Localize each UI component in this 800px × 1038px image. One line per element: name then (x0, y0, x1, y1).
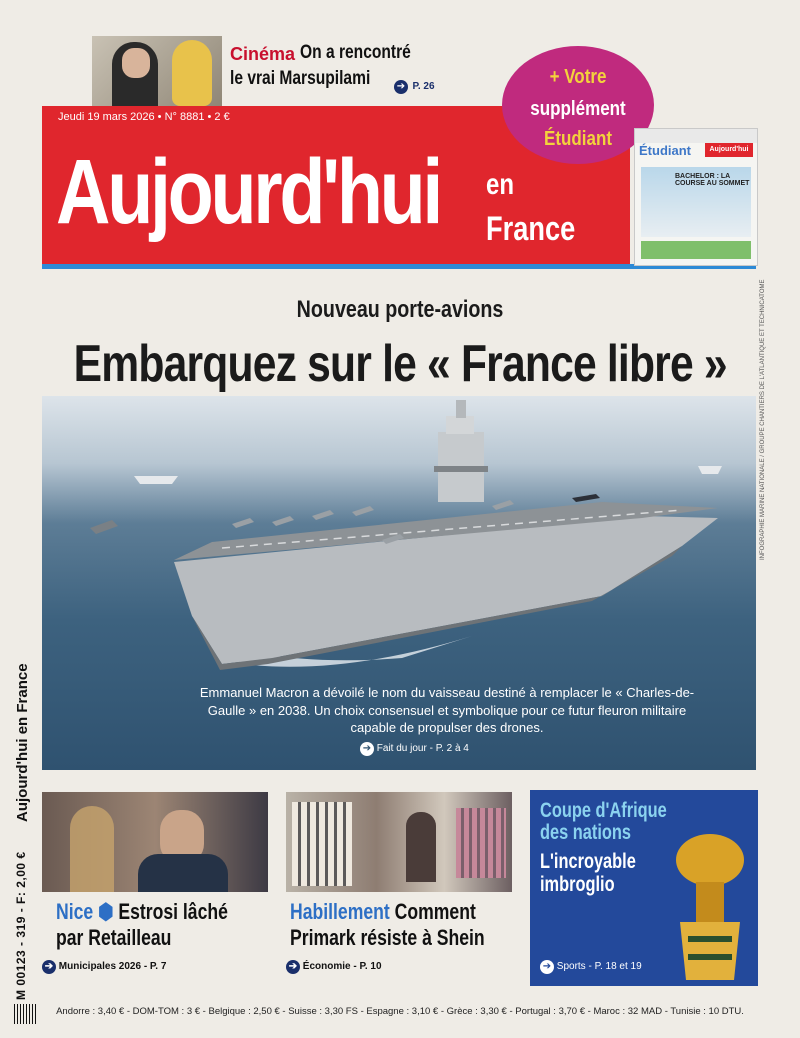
story-nice-title-line2[interactable]: par Retailleau (56, 925, 172, 950)
distant-ship-left (134, 476, 178, 484)
side-logo: Aujourd'hui en France (14, 663, 31, 822)
aircraft-3 (312, 510, 334, 520)
story-nice-link[interactable] (42, 960, 166, 974)
can-kicker-line1: Coupe d'Afrique (540, 799, 667, 822)
arrow-right-icon: ➔ (42, 960, 56, 974)
story-primark-title-line2[interactable]: Primark résiste à Shein (290, 925, 485, 950)
teaser-title-line2: le vrai Marsupilami (230, 68, 371, 89)
teaser-title-line1: On a rencontré (300, 42, 411, 63)
thumb-top-bar (635, 129, 757, 143)
island-bridge (434, 466, 488, 472)
supplement-line2: supplément (530, 98, 626, 120)
story-nice-ref: Municipales 2026 - P. 7 (58, 961, 167, 972)
thumb-headline: BACHELOR : LA COURSE AU SOMMET (675, 173, 750, 187)
teaser-person-face (122, 48, 150, 78)
story-nice-title-line1[interactable] (56, 900, 228, 925)
can-title-line2: imbroglio (540, 873, 615, 897)
lead-page-ref: Fait du jour - P. 2 à 4 (376, 743, 469, 754)
drone (572, 494, 600, 502)
teaser-photo (92, 36, 222, 106)
teaser-page-ref: P. 26 (412, 81, 435, 92)
supplement-line1: + Votre (549, 66, 607, 88)
can-title[interactable] (540, 850, 636, 896)
lead-kicker-text: Nouveau porte-avions (296, 296, 504, 323)
distant-ship-right (698, 466, 722, 474)
can-kicker (540, 800, 667, 844)
arrow-right-icon: ➔ (360, 742, 374, 756)
issue-meta: Jeudi 19 mars 2026 • N° 8881 • 2 € (58, 111, 230, 123)
arrow-right-icon: ➔ (286, 960, 300, 974)
thumb-logo: Aujourd'hui (705, 143, 753, 157)
aircraft-6 (492, 500, 514, 510)
lead-headline-text: Embarquez sur le « France libre » (73, 335, 727, 393)
story-nice-highlight: Nice (56, 899, 94, 924)
can-kicker-line2: des nations (540, 821, 632, 845)
photo-credit: INFOGRAPHIE MARINE NATIONALE / GROUPE CHANTIERS DE L'ATLANTIQUE ET TECHNICATOME (760, 279, 766, 560)
can-story-ref: Sports - P. 18 et 19 (556, 961, 642, 972)
teaser-marsupilami-figure (172, 40, 212, 106)
primark-store-photo[interactable] (286, 792, 512, 892)
story-primark-title: Comment (394, 899, 476, 924)
clothing-rack (292, 802, 352, 886)
logo-en: en (486, 168, 515, 201)
shopper (406, 812, 436, 882)
party-logo-icon: ⬢ (98, 899, 114, 924)
story-primark-link[interactable] (286, 960, 382, 974)
cinema-teaser[interactable] (92, 36, 462, 106)
can-story-link[interactable] (540, 960, 642, 974)
arrow-right-icon: ➔ (394, 80, 408, 94)
thumb-bottom-strip (641, 241, 751, 259)
aircraft-1 (232, 518, 254, 528)
teaser-kicker: Cinéma (230, 44, 296, 64)
clothing-display (456, 808, 506, 878)
newspaper-logo: Aujourd'hui (56, 141, 441, 243)
story-nice-title: Estrosi lâché (118, 899, 228, 924)
aircraft-2 (272, 516, 294, 526)
island-mast (446, 416, 474, 434)
story-primark-ref: Économie - P. 10 (302, 961, 382, 972)
can-title-line1: L'incroyable (540, 850, 636, 873)
foreign-prices: Andorre : 3,40 € - DOM-TOM : 3 € - Belgique : 2,50 € - Suisse : 3,30 FS - Espagne : 3,10 € - Grèce : 3,30 € - Portugal : 3,70 € - Maroc : 32 MAD - Tunisie : 10 DTU. (56, 1006, 744, 1017)
lead-page-link[interactable] (360, 742, 469, 756)
lead-caption: Emmanuel Macron a dévoilé le nom du vaisseau destiné à remplacer le « Charles-de-Gaulle » en 2038. Un choix consensuel et symbolique pour ce futur fleuron militaire capable de propulser des drones. (199, 685, 695, 736)
supplement-cover-thumbnail[interactable] (634, 128, 758, 266)
teaser-page-link[interactable] (394, 76, 435, 94)
logo-france: France (486, 210, 576, 248)
thumb-title: Étudiant (639, 143, 691, 158)
barcode-code: M 00123 - 319 - F: 2,00 € (14, 851, 28, 1000)
island-radar (456, 400, 466, 418)
supplement-line3: Étudiant (544, 128, 612, 150)
arrow-right-icon: ➔ (540, 960, 554, 974)
aircraft-in-flight (90, 520, 118, 534)
aircraft-4 (352, 506, 374, 516)
aircraft-carrier-photo[interactable] (42, 396, 756, 770)
lead-kicker (0, 296, 800, 324)
lead-headline[interactable] (0, 336, 800, 393)
person-suit (138, 854, 228, 892)
estrosi-photo[interactable] (42, 792, 268, 892)
story-primark-title-line1[interactable] (290, 900, 476, 925)
background-person (70, 806, 114, 892)
story-primark-highlight: Habillement (290, 899, 390, 924)
